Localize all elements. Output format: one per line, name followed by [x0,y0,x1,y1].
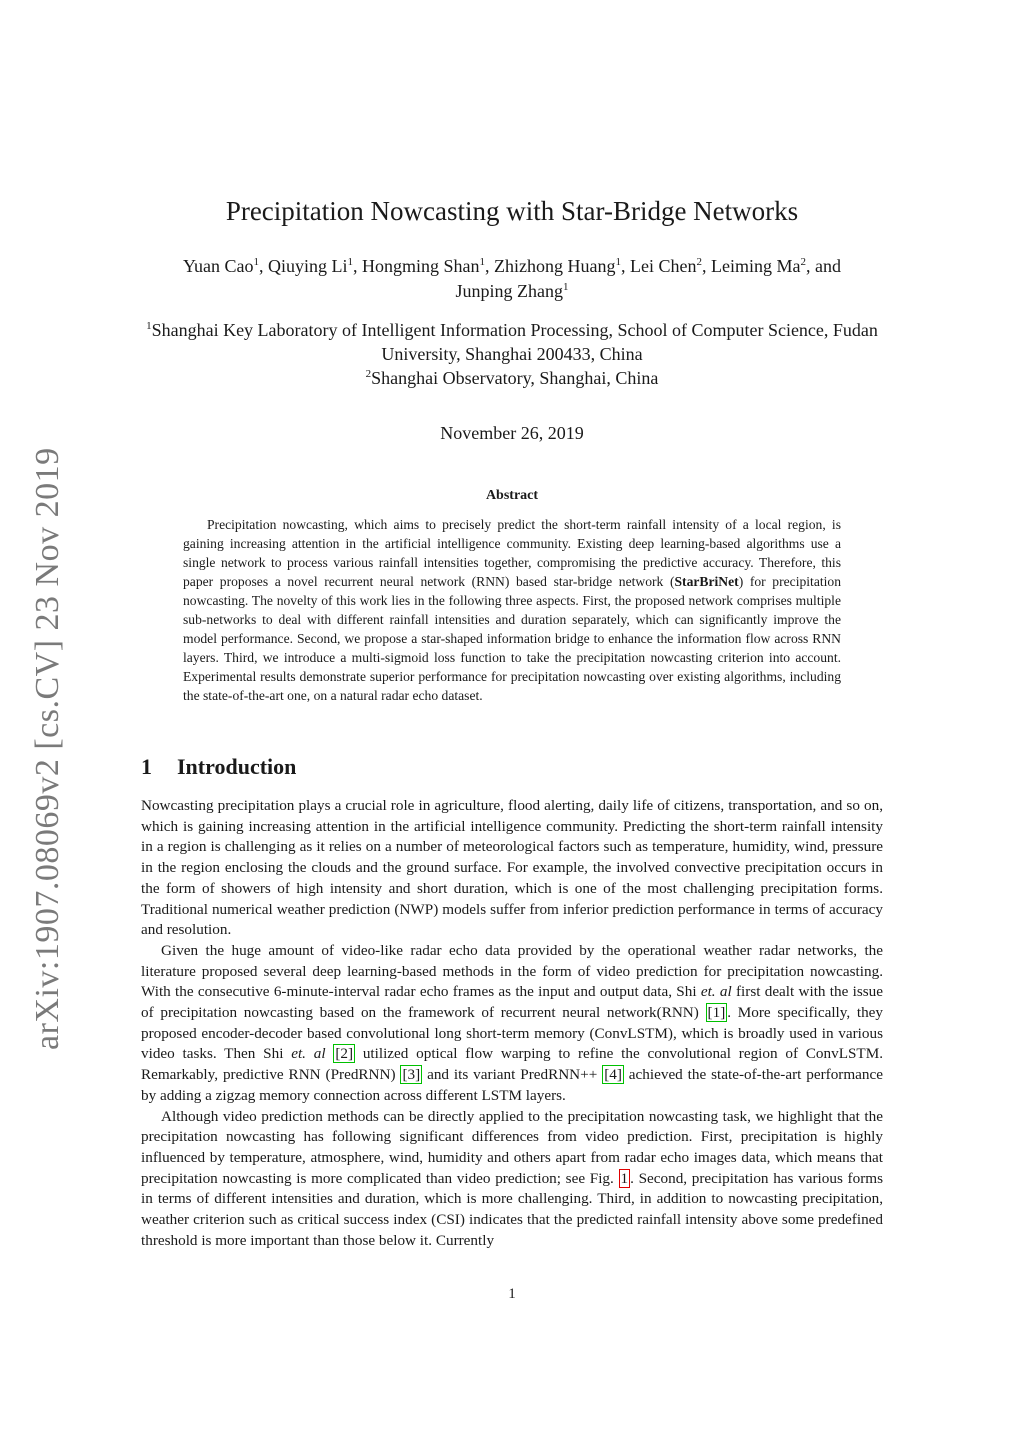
abstract-paragraph [183,515,841,705]
affiliation-mark: 1 [615,256,622,268]
text: . More specifically, they proposed encoder-decoder based convolutional long short-term memory (ConvLSTM), which is broadly used in various video tasks. Then Shi [141,1004,884,1063]
page-number: 1 [508,1286,516,1302]
affiliation-mark: 1 [563,281,569,293]
affiliation-mark: 1 [347,256,354,268]
affiliation-mark: 1 [253,256,260,268]
section-heading [141,754,296,780]
abstract-heading: Abstract [485,488,539,503]
citation-link[interactable]: [2] [335,1045,354,1063]
abstract-text: Precipitation nowcasting, which aims to precisely predict the short-term rainfall intensity of a local region, is gaining increasing attention in the artificial intelligence community. Existing deep learning-based algorithms use a single network to process various rainfall intensities together, compromising the predictive accuracy. Therefore, this paper proposes a novel recurrent neural network (RNN) based star-bridge network ( [183,517,841,589]
model-name: StarBriNet [674,574,739,589]
abstract-text: ) for precipitation nowcasting. The novelty of this work lies in the following three aspects. First, the proposed network comprises multiple sub-networks to deal with different rainfall intensities and duration separately, which can significantly improve the model performance. Second, we propose a star-shaped information bridge to enhance the information flow across RNN layers. Third, we introduce a multi-sigmoid loss function to take the precipitation nowcasting criterion into account. Experimental results demonstrate superior performance for precipitation nowcasting over existing algorithms, including the state-of-the-art one, on a natural radar echo dataset. [183,574,841,703]
author-name: Junping Zhang [455,281,563,301]
abstract-body [183,515,841,705]
paragraph-1: Nowcasting precipitation plays a crucial role in agriculture, flood alerting, daily life of citizens, transportation, and so on, which is gaining increasing attention in the artificial intelligence community. Predicting the short-term rainfall intensity in a region is challenging as it relies on a number of meteorological factors such as temperature, humidity, wind, pressure in the region enclosing the clouds and the ground surface. For example, the involved convective precipitation occurs in the form of showers of high intensity and short duration, which is one of the most challenging precipitation forms. Traditional numerical weather prediction (NWP) models suffer from inferior prediction performance in terms of accuracy and resolution. [141,797,883,939]
text: Given the huge amount of video-like radar echo data provided by the operational weather radar networks, the literature proposed several deep learning-based methods in the form of video prediction for precipitation nowcasting. With the consecutive 6-minute-interval radar echo frames as the input and output data, Shi [141,941,883,1001]
section-title: Introduction [177,754,297,779]
author-name: Qiuying Li [268,256,348,276]
citation-link[interactable]: [1] [707,1004,726,1022]
figure-link[interactable]: 1 [620,1169,629,1187]
author-name: Yuan Cao [183,256,254,276]
text: utilized optical flow warping to refine the convolutional region of ConvLSTM. Remarkably, predictive RNN (PredRNN) [141,1045,883,1084]
author-list: Yuan Cao$^1$, Qiuying Li$^1$, Hongming Shan$^1$, Zhizhong Huang$^1$, Lei Chen$^2$, Leiming Ma$^2$, and Junping Zhang$^1$ [183,256,841,301]
text: first dealt with the issue of precipitation nowcasting based on the framework of recurrent neural network(RNN) [141,983,883,1022]
paragraph-3 [141,1107,883,1252]
author-name: Hongming Shan [362,256,480,276]
paper-date: November 26, 2019 [440,423,584,443]
citation-link[interactable]: [3] [402,1066,421,1084]
author-conjunction: and [814,256,841,276]
text: and its variant PredRNN++ [422,1066,603,1084]
section-number: 1 [141,754,152,779]
paragraph-2 [141,941,883,1107]
affiliation-2: Shanghai Observatory, Shanghai, China [371,368,659,388]
affiliation-mark: 2 [365,368,372,380]
affiliations [140,318,884,390]
arxiv-identifier: arXiv:1907.08069v2 [cs.CV] 23 Nov 2019 [29,447,66,1050]
text: achieved the state-of-the-art performance by adding a zigzag memory connection across different LSTM layers. [141,1066,883,1104]
affiliation-mark: 2 [800,256,806,268]
paper-title: Precipitation Nowcasting with Star-Bridge Networks [225,196,799,226]
section-body [141,796,883,1251]
affiliation-1: Shanghai Key Laboratory of Intelligent Information Processing, School of Computer Science, Fudan University, Shanghai 200433, China [151,320,878,364]
text: . Second, precipitation has various forms in terms of different intensities and duration, which is more challenging. Third, in addition to nowcasting precipitation, weather criterion such as critical success index (CSI) indicates that the predicted rainfall intensity above some predefined threshold is more important than those below it. Currently [141,1169,883,1249]
affiliation-mark: 1 [146,320,152,332]
text: Although video prediction methods can be directly applied to the precipitation nowcasting task, we highlight that the precipitation nowcasting has following significant differences from video prediction. First, precipitation is highly influenced by temperature, atmosphere, wind, humidity and others apart from radar echo images data, which means that precipitation nowcasting is more complicated than video prediction; see Fig. [141,1107,883,1187]
citation-link[interactable]: [4] [604,1066,622,1084]
affiliation-mark: 2 [696,256,702,268]
author-name: Zhizhong Huang [494,256,616,276]
author-name: Leiming Ma [711,256,801,276]
author-name: Lei Chen [630,256,697,276]
et-al: et. al [700,983,732,1001]
et-al: et. al [291,1045,326,1063]
affiliation-mark: 1 [479,256,486,268]
